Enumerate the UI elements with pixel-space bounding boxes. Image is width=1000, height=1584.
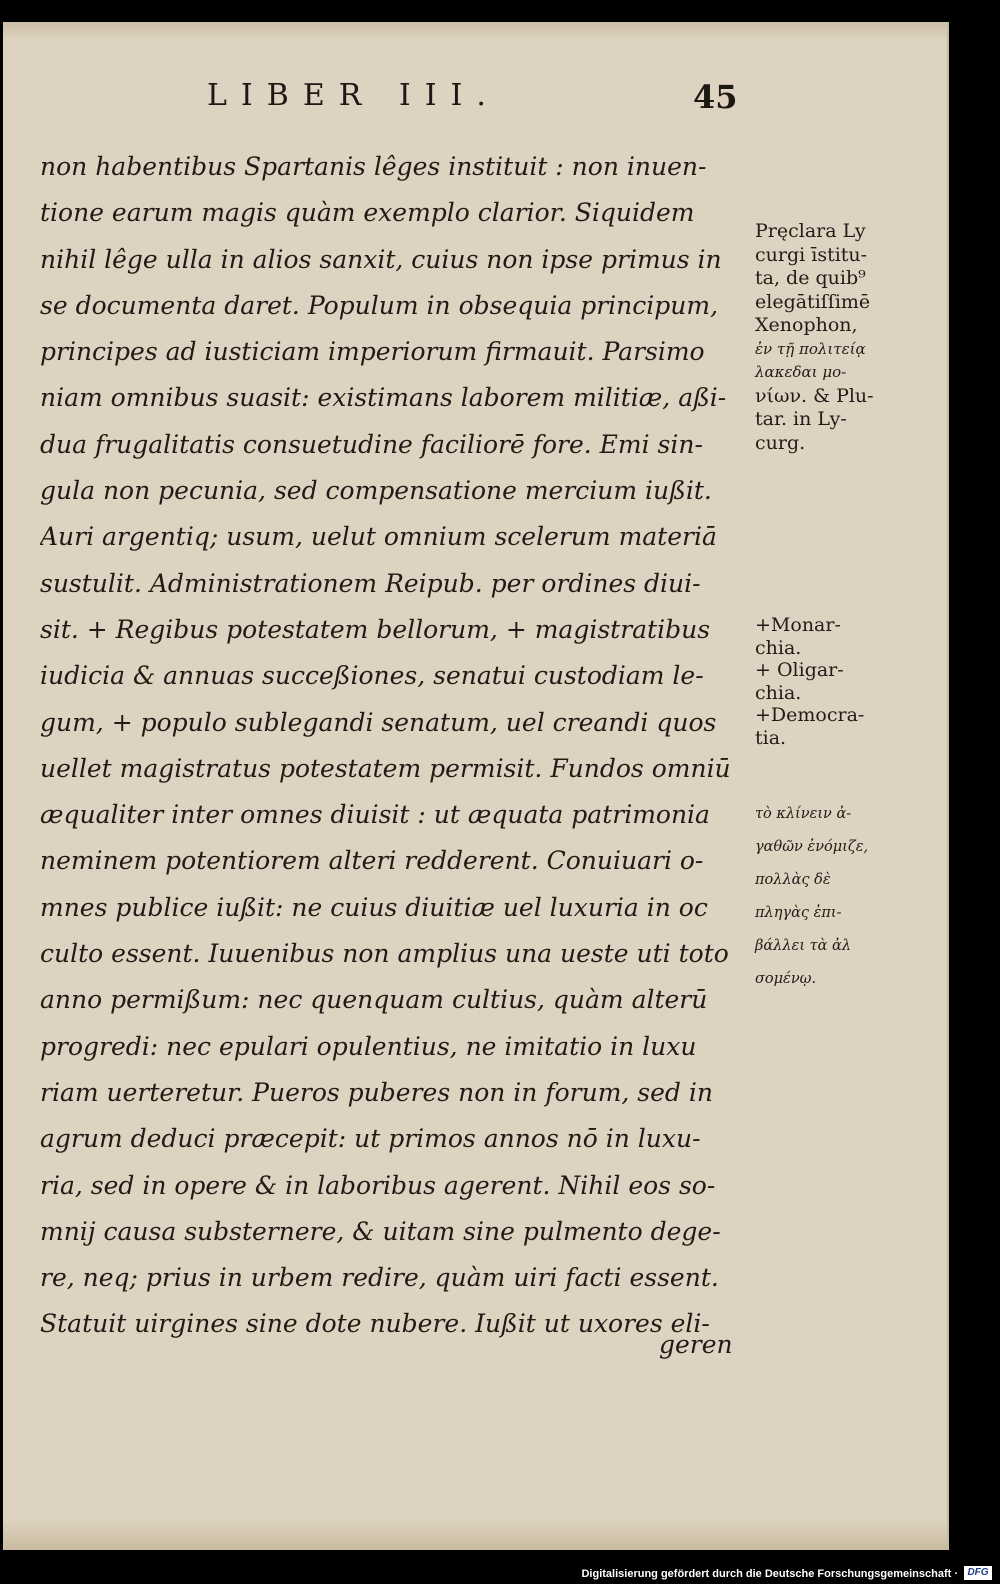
page-bottom-edge	[3, 1520, 947, 1550]
margin-note-line: +Democra-	[755, 704, 865, 726]
text-line: agrum deduci præcepit: ut primos annos nō in luxu-	[40, 1124, 701, 1154]
margin-note-line: σομένῳ.	[755, 971, 817, 987]
page-header	[3, 78, 947, 122]
catchword: geren	[659, 1330, 733, 1359]
margin-note-line: λακεδαι μο-	[755, 363, 847, 381]
margin-note-line: νίων. & Plu-	[755, 384, 874, 407]
text-line: æqualiter inter omnes diuisit : ut æquata patrimonia	[40, 800, 710, 830]
margin-note-lycurgus	[755, 220, 874, 455]
page-number: 45	[693, 78, 738, 116]
text-line: niam omnibus suasit: existimans laborem militiæ, aßi-	[40, 383, 727, 413]
text-line: uellet magistratus potestatem permisit. Fundos omniū	[40, 753, 731, 783]
margin-note-line: chia.	[755, 681, 802, 704]
text-line: ria, sed in opere & in laboribus agerent. Nihil eos so-	[40, 1170, 716, 1200]
margin-note-line: tar. in Ly-	[755, 408, 847, 430]
text-line: sit. + Regibus potestatem bellorum, + magistratibus	[40, 614, 711, 644]
dfg-logo-icon: DFG	[964, 1566, 992, 1580]
text-line: tione earum magis quàm exemplo clarior. Siquidem	[40, 198, 695, 228]
margin-note-line: +Monar-	[755, 614, 841, 636]
text-line: iudicia & annuas succeßiones, senatui custodiam le-	[40, 661, 704, 691]
text-line: Auri argentiq; usum, uelut omnium scelerum materiā	[40, 522, 717, 552]
text-line: non habentibus Spartanis lêges instituit : non inuen-	[40, 152, 707, 181]
margin-note-line: chia.	[755, 636, 802, 659]
text-line: mnes publice iußit: ne cuius diuitiæ uel luxuria in oc	[40, 892, 708, 922]
margin-note-line: τὸ κλίνειν ἀ-	[755, 806, 852, 822]
margin-note-line: πληγὰς ἐπι-	[755, 905, 842, 921]
digitization-footer	[0, 1558, 1000, 1584]
margin-note-line: tia.	[755, 726, 787, 749]
margin-note-constitution	[755, 614, 864, 749]
margin-note-line: curg.	[755, 431, 806, 454]
text-line: re, neq; prius in urbem redire, quàm uiri facti essent.	[40, 1263, 719, 1293]
margin-note-line: πολλὰς δὲ	[755, 872, 831, 888]
text-line: sustulit. Administrationem Reipub. per ordines diui-	[40, 568, 701, 598]
text-line: gum, + populo sublegandi senatum, uel creandi quos	[40, 707, 717, 737]
main-text-block	[40, 144, 740, 1348]
digitization-credit: Digitalisierung gefördert durch die Deutsche Forschungsgemeinschaft ·	[581, 1568, 958, 1580]
text-line: anno permißum: nec quenquam cultius, quàm alterū	[40, 985, 708, 1015]
text-line: gula non pecunia, sed compensatione mercium iußit.	[40, 476, 712, 506]
margin-note-line: βάλλει τὰ ἀλ	[755, 938, 852, 954]
text-line: se documenta daret. Populum in obsequia principum,	[40, 290, 719, 320]
text-line: Statuit uirgines sine dote nubere. Iußit ut uxores eli-	[40, 1309, 710, 1339]
text-line: principes ad iusticiam imperiorum firmauit. Parsimo	[40, 337, 705, 367]
margin-note-line: elegātiſſimē	[755, 290, 871, 313]
margin-note-greek-quote	[755, 798, 868, 996]
text-line: riam uerteretur. Pueros puberes non in forum, sed in	[40, 1077, 713, 1107]
text-line: progredi: nec epulari opulentius, ne imitatio in luxu	[40, 1031, 697, 1061]
page-top-edge	[3, 22, 947, 40]
text-line: culto essent. Iuuenibus non amplius una ueste uti toto	[40, 939, 729, 969]
margin-note-line: ἐν τῇ πολιτείᾳ	[755, 339, 866, 358]
text-line: dua frugalitatis consuetudine faciliorē fore. Emi sin-	[40, 429, 703, 459]
text-line: nihil lêge ulla in alios sanxit, cuius non ipse primus in	[40, 244, 722, 274]
margin-note-line: Xenophon,	[755, 314, 858, 336]
margin-note-line: γαθῶν ἐνόμιζε,	[755, 839, 869, 855]
margin-note-line: Pręclara Ly	[755, 220, 866, 242]
book-page	[3, 22, 949, 1550]
running-head: LIBER III.	[207, 78, 500, 113]
text-line: neminem potentiorem alteri redderent. Conuiuari o-	[40, 846, 704, 876]
text-line: mnij causa substernere, & uitam sine pulmento dege-	[40, 1216, 721, 1246]
margin-note-line: ta, de quib⁹	[755, 267, 866, 289]
margin-note-line: curgi īstitu-	[755, 243, 868, 266]
margin-note-line: + Oligar-	[755, 659, 844, 681]
